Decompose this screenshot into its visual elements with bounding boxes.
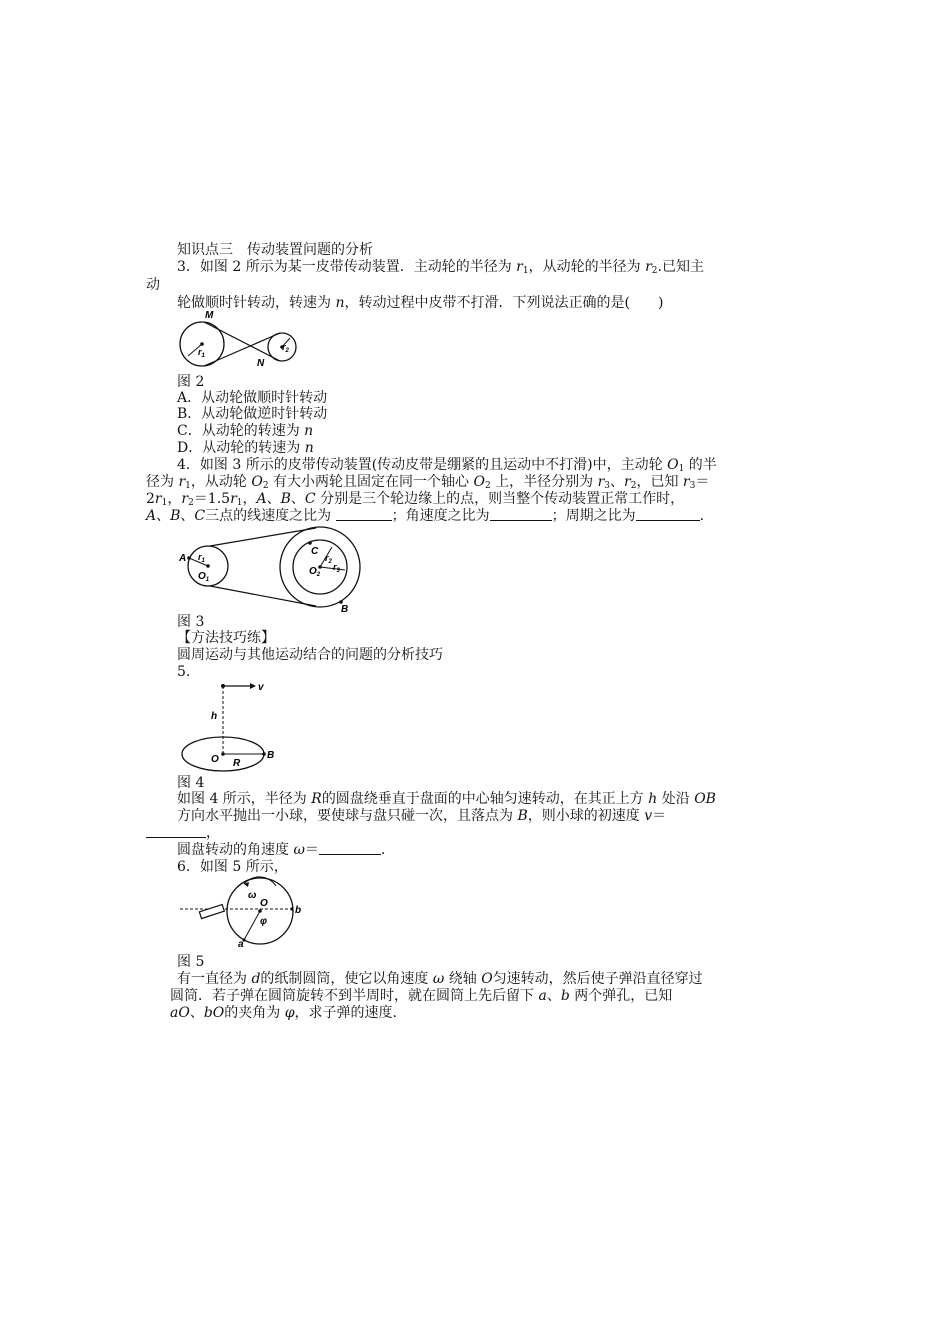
q6-line3: aO、bO的夹角为 φ，求子弹的速度. xyxy=(170,1005,397,1021)
figure-2-caption: 图 2 xyxy=(177,374,205,390)
point-A xyxy=(187,556,191,560)
label-O1: $O_1$ xyxy=(198,571,210,583)
label-h: h xyxy=(211,711,218,722)
answer-blank-angular-velocity[interactable] xyxy=(319,842,381,855)
point-C xyxy=(308,541,312,545)
q3-option-c: C．从动轮的转速为 n xyxy=(177,423,314,439)
label-R: R xyxy=(233,758,241,769)
label-B: B xyxy=(267,750,275,761)
q3-line1-wrap: 动 xyxy=(146,277,160,293)
section-heading: 知识点三 传动装置问题的分析 xyxy=(177,242,373,258)
figure-5-rotating-cylinder xyxy=(180,878,300,948)
label-b: b xyxy=(295,905,302,916)
q3-line2: 轮做顺时针转动，转速为 n，转动过程中皮带不打滑．下列说法正确的是( ) xyxy=(177,295,664,311)
belt-top xyxy=(210,528,316,546)
figure-3-belt-drive xyxy=(178,528,370,615)
ball xyxy=(221,684,225,688)
answer-blank-initial-velocity[interactable] xyxy=(146,825,206,838)
radius-Oa xyxy=(244,911,260,940)
label-O2: $O_2$ xyxy=(309,566,321,578)
label-r1: $r_1$ xyxy=(198,347,205,359)
figure-4-disc-projectile xyxy=(180,680,280,774)
label-r2: $r_2$ xyxy=(325,553,332,565)
center-O xyxy=(258,909,262,913)
label-A: A xyxy=(179,553,187,564)
q5-line3: 圆盘转动的角速度 ω＝ . xyxy=(177,842,386,858)
q4-line2: 径为 $r_1$，从动轮 $O_2$ 有大小两轮且固定在同一个轴心 $O_2$ 上，半径分别为 $r_3$、$r_2$，已知 $r_3=$ xyxy=(146,474,710,491)
label-C: C xyxy=(311,546,319,557)
q6-line2: 圆筒．若子弹在圆筒旋转不到半周时，就在圆筒上先后留下 a、b 两个弹孔，已知 xyxy=(170,988,673,1004)
methods-subheading: 圆周运动与其他运动结合的问题的分析技巧 xyxy=(177,647,443,663)
arrow-head xyxy=(250,683,256,689)
q5-line2: 方向水平抛出一小球，要使球与盘只碰一次，且落点为 B，则小球的初速度 v＝ xyxy=(177,808,667,824)
label-B: B xyxy=(341,604,349,615)
q6-intro: 6．如图 5 所示， xyxy=(177,859,288,875)
label-r2: $r_2$ xyxy=(282,342,289,354)
q5-number: 5. xyxy=(177,664,191,680)
label-r3: $r_3$ xyxy=(333,562,340,574)
label-omega: ω xyxy=(248,890,257,901)
q5-line1: 如图 4 所示，半径为 R的圆盘绕垂直于盘面的中心轴匀速转动，在其正上方 h 处沿 OB xyxy=(177,791,716,807)
label-O: O xyxy=(211,754,219,765)
label-O: O xyxy=(260,898,268,909)
figure-5-caption: 图 5 xyxy=(177,954,205,970)
q4-line1: 4．如图 3 所示的皮带传动装置(传动皮带是绷紧的且运动中不打滑)中，主动轮 $O_1$ 的半 xyxy=(177,457,717,474)
q3-option-a: A．从动轮做顺时针转动 xyxy=(177,390,328,406)
q6-line1: 有一直径为 d的纸制圆筒，使它以角速度 ω 绕轴 O匀速转动，然后使子弹沿直径穿过 xyxy=(177,971,703,987)
q4-line4: A、B、C三点的线速度之比为 ；角速度之比为 ；周期之比为 . xyxy=(146,508,705,524)
label-N: N xyxy=(257,358,265,369)
q3-option-d: D．从动轮的转速为 n xyxy=(177,440,314,456)
hole-b xyxy=(290,907,293,910)
methods-heading: 【方法技巧练】 xyxy=(177,630,275,646)
q5-line2-wrap: ， xyxy=(146,825,220,841)
label-v: v xyxy=(258,682,264,693)
q3-option-b: B．从动轮做逆时针转动 xyxy=(177,406,328,422)
answer-blank-angular-speed[interactable] xyxy=(490,508,552,521)
figure-4-caption: 图 4 xyxy=(177,775,205,791)
answer-blank-period[interactable] xyxy=(636,508,700,521)
label-r1: $r_1$ xyxy=(198,552,205,564)
figure-2-belt-drive xyxy=(176,310,306,372)
q3-line1: 3．如图 2 所示为某一皮带传动装置．主动轮的半径为 $r_1$，从动轮的半径为 $r_2$.已知主 xyxy=(177,259,704,276)
center-dot xyxy=(200,342,204,346)
label-phi: φ xyxy=(260,916,268,927)
answer-blank-linear-speed[interactable] xyxy=(336,508,392,521)
figure-3-caption: 图 3 xyxy=(177,614,205,630)
point-B xyxy=(262,752,266,756)
belt-bottom xyxy=(210,586,316,606)
gun-barrel xyxy=(199,904,224,918)
label-a: a xyxy=(238,939,244,950)
label-M: M xyxy=(205,310,214,321)
center-O xyxy=(221,752,225,756)
q4-line3: $2r_1$，$r_2=1.5r_1$，A、B、C 分别是三个轮边缘上的点，则当整个传动装置正常工作时， xyxy=(146,491,685,508)
